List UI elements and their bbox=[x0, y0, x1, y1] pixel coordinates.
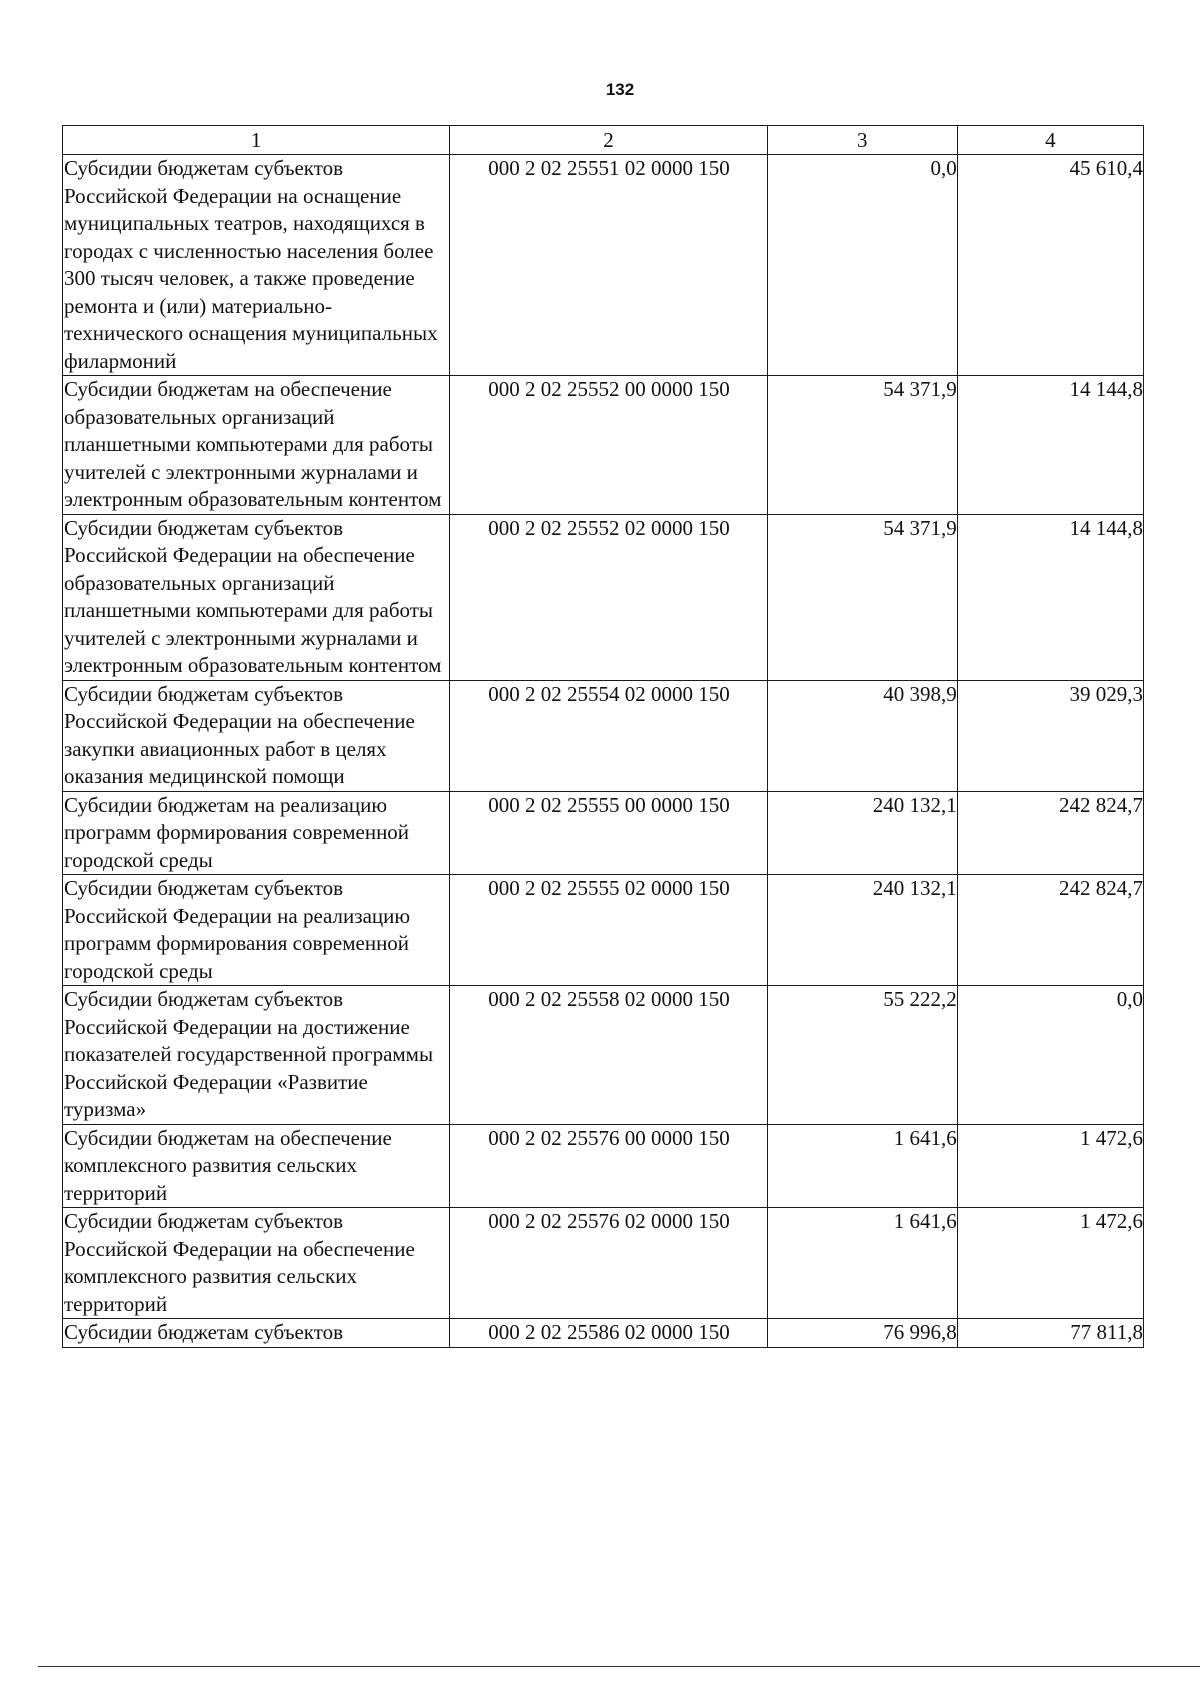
row-value-col4: 39 029,3 bbox=[957, 680, 1143, 791]
table-row bbox=[63, 791, 1144, 875]
row-value-col4: 77 811,8 bbox=[957, 1319, 1143, 1348]
row-code: 000 2 02 25552 00 0000 150 bbox=[450, 376, 767, 515]
header-col-4: 4 bbox=[957, 126, 1143, 155]
row-value-col3: 40 398,9 bbox=[767, 680, 957, 791]
row-value-col3: 240 132,1 bbox=[767, 791, 957, 875]
row-value-col3: 54 371,9 bbox=[767, 376, 957, 515]
row-name: Субсидии бюджетам субъектов Российской Федерации на обеспечение закупки авиационных работ в целях оказания медицинской помощи bbox=[63, 680, 450, 791]
row-code: 000 2 02 25576 00 0000 150 bbox=[450, 1124, 767, 1208]
row-value-col3: 55 222,2 bbox=[767, 986, 957, 1125]
row-code: 000 2 02 25586 02 0000 150 bbox=[450, 1319, 767, 1348]
row-code: 000 2 02 25555 02 0000 150 bbox=[450, 875, 767, 986]
row-value-col4: 0,0 bbox=[957, 986, 1143, 1125]
row-name: Субсидии бюджетам на реализацию программ формирования современной городской среды bbox=[63, 791, 450, 875]
row-code: 000 2 02 25551 02 0000 150 bbox=[450, 155, 767, 376]
table-row bbox=[63, 376, 1144, 515]
row-value-col4: 242 824,7 bbox=[957, 791, 1143, 875]
table-row bbox=[63, 875, 1144, 986]
table-row bbox=[63, 1319, 1144, 1348]
row-code: 000 2 02 25554 02 0000 150 bbox=[450, 680, 767, 791]
budget-table bbox=[62, 125, 1144, 1348]
row-code: 000 2 02 25555 00 0000 150 bbox=[450, 791, 767, 875]
row-name: Субсидии бюджетам субъектов Российской Федерации на реализацию программ формирования современной городской среды bbox=[63, 875, 450, 986]
row-value-col4: 14 144,8 bbox=[957, 376, 1143, 515]
row-value-col4: 45 610,4 bbox=[957, 155, 1143, 376]
page-number: 132 bbox=[605, 80, 635, 99]
row-value-col4: 1 472,6 bbox=[957, 1208, 1143, 1319]
row-name: Субсидии бюджетам субъектов Российской Федерации на обеспечение образовательных организаций планшетными компьютерами для работы учителей с электронными журналами и электронным образовательным контентом bbox=[63, 514, 450, 680]
row-name: Субсидии бюджетам на обеспечение образовательных организаций планшетными компьютерами для работы учителей с электронными журналами и электронным образовательным контентом bbox=[63, 376, 450, 515]
table-row bbox=[63, 155, 1144, 376]
table-row bbox=[63, 1124, 1144, 1208]
row-value-col3: 76 996,8 bbox=[767, 1319, 957, 1348]
row-value-col4: 14 144,8 bbox=[957, 514, 1143, 680]
row-code: 000 2 02 25558 02 0000 150 bbox=[450, 986, 767, 1125]
row-value-col3: 240 132,1 bbox=[767, 875, 957, 986]
row-name: Субсидии бюджетам субъектов Российской Федерации на достижение показателей государственной программы Российской Федерации «Развитие туризма» bbox=[63, 986, 450, 1125]
row-value-col3: 1 641,6 bbox=[767, 1208, 957, 1319]
table-row bbox=[63, 986, 1144, 1125]
row-value-col4: 1 472,6 bbox=[957, 1124, 1143, 1208]
row-code: 000 2 02 25576 02 0000 150 bbox=[450, 1208, 767, 1319]
row-value-col3: 54 371,9 bbox=[767, 514, 957, 680]
row-value-col4: 242 824,7 bbox=[957, 875, 1143, 986]
row-name: Субсидии бюджетам субъектов Российской Федерации на оснащение муниципальных театров, находящихся в городах с численностью населения более 300 тысяч человек, а также проведение ремонта и (или) материально-технического оснащения муниципальных филармоний bbox=[63, 155, 450, 376]
row-value-col3: 1 641,6 bbox=[767, 1124, 957, 1208]
table-row bbox=[63, 680, 1144, 791]
page-bottom-divider bbox=[38, 1666, 1200, 1667]
row-code: 000 2 02 25552 02 0000 150 bbox=[450, 514, 767, 680]
table-row bbox=[63, 1208, 1144, 1319]
header-col-1: 1 bbox=[63, 126, 450, 155]
row-name: Субсидии бюджетам субъектов bbox=[63, 1319, 450, 1348]
header-col-2: 2 bbox=[450, 126, 767, 155]
row-value-col3: 0,0 bbox=[767, 155, 957, 376]
row-name: Субсидии бюджетам субъектов Российской Федерации на обеспечение комплексного развития сельских территорий bbox=[63, 1208, 450, 1319]
header-row bbox=[63, 126, 1144, 155]
row-name: Субсидии бюджетам на обеспечение комплексного развития сельских территорий bbox=[63, 1124, 450, 1208]
header-col-3: 3 bbox=[767, 126, 957, 155]
table-row bbox=[63, 514, 1144, 680]
